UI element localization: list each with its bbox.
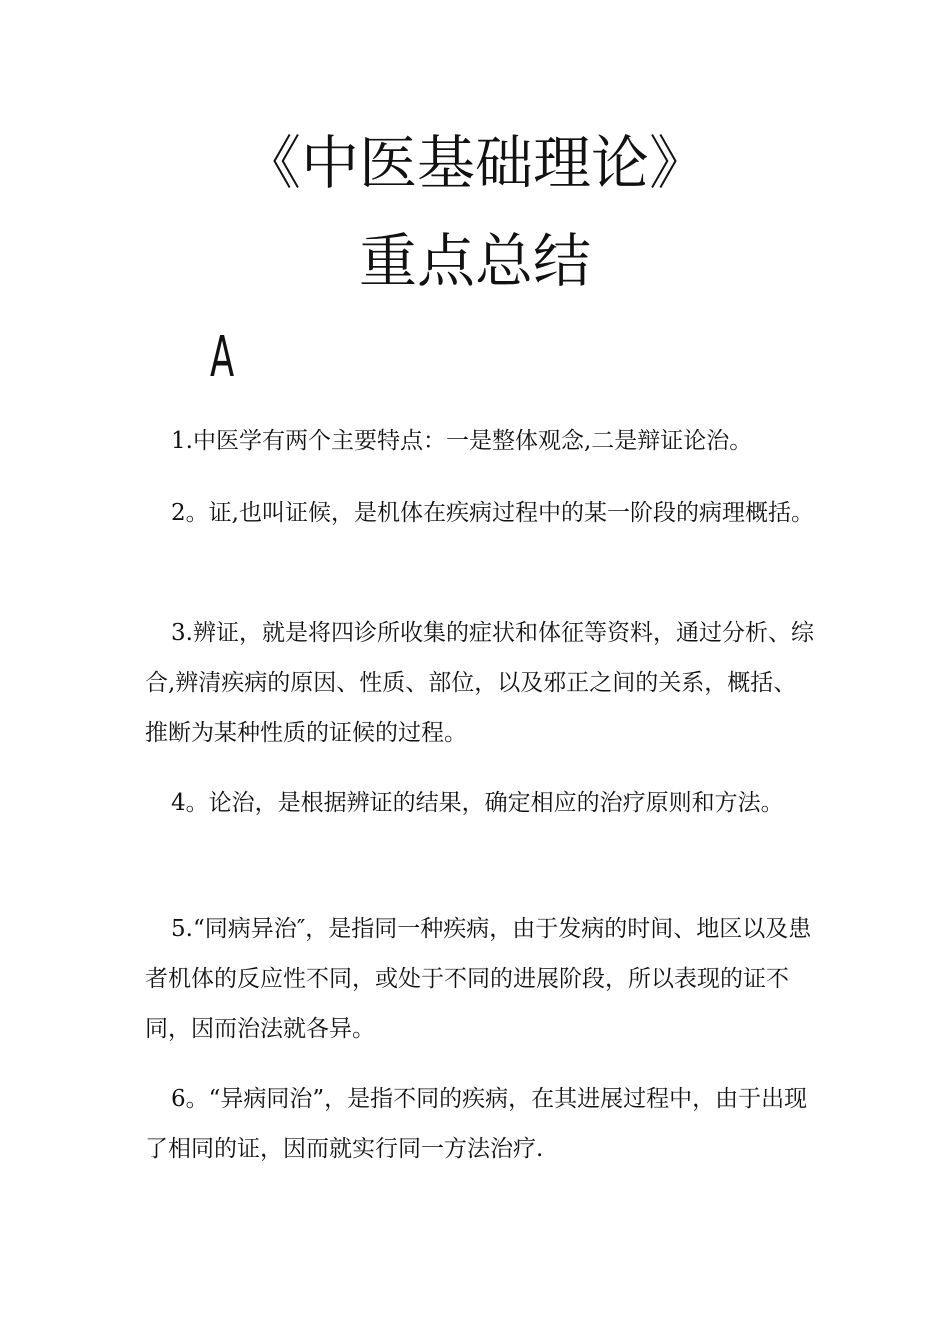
paragraph-5: 5.“同病异治″，是指同一种疾病，由于发病的时间、地区以及患者机体的反应性不同，或处于不同的进展阶段，所以表现的证不同，因而治法就各异。: [145, 916, 812, 1042]
paragraph-1: 1.中医学有两个主要特点：一是整体观念,二是辩证论治。: [171, 428, 753, 454]
document-title: 《中医基础理论》: [242, 129, 707, 197]
document-subtitle: 重点总结: [358, 227, 591, 295]
paragraph-6: 6。“异病同治”，是指不同的疾病，在其进展过程中，由于出现了相同的证，因而就实行同一方法治疗.: [145, 1086, 808, 1162]
paragraph-4: 4。论治，是根据辨证的结果，确定相应的治疗原则和方法。: [171, 790, 784, 816]
paragraph-2: 2。证,也叫证候，是机体在疾病过程中的某一阶段的病理概括。: [171, 500, 814, 526]
paragraph-3: 3.辨证，就是将四诊所收集的症状和体征等资料，通过分析、综合,辨清疾病的原因、性质、部位，以及邪正之间的关系，概括、推断为某种性质的证候的过程。: [145, 620, 814, 746]
section-letter: A: [210, 325, 235, 390]
